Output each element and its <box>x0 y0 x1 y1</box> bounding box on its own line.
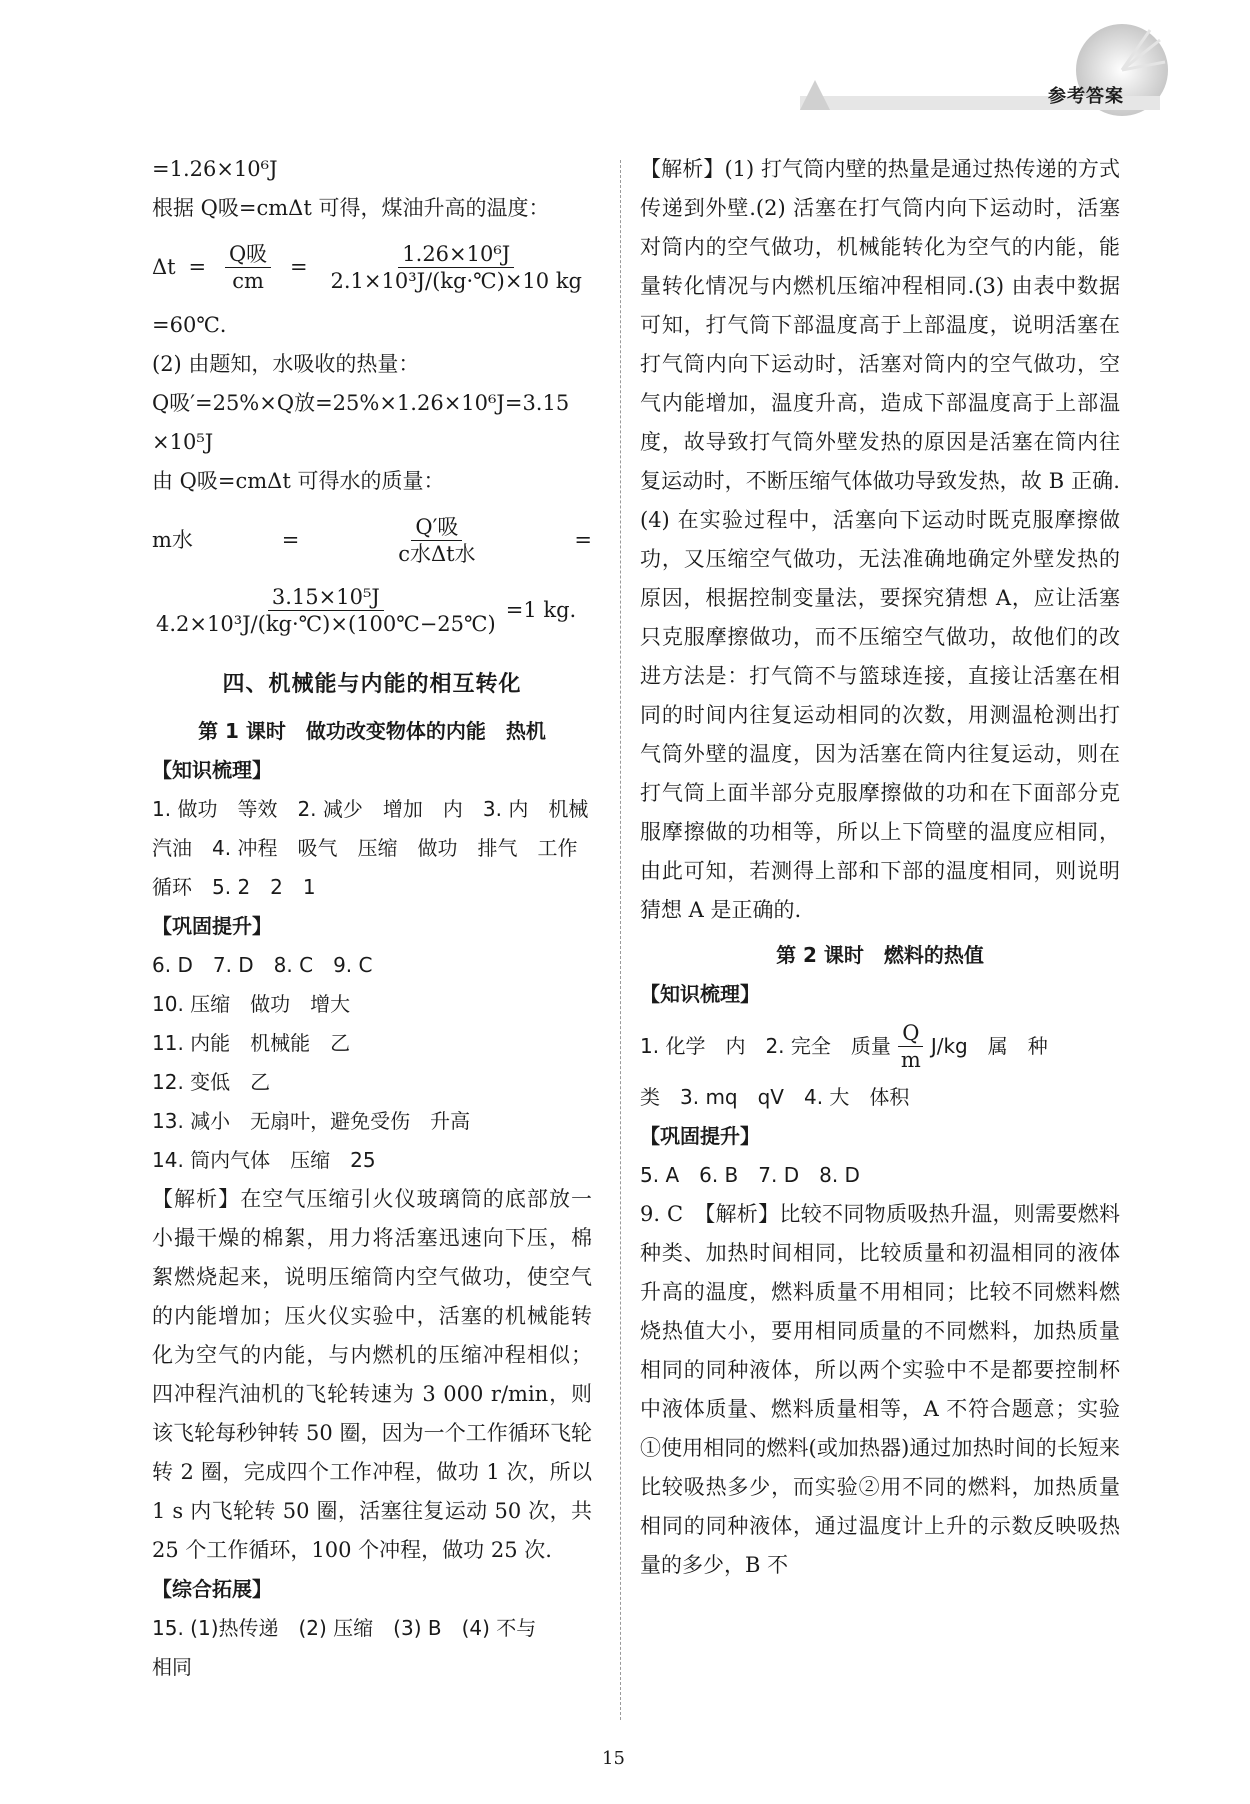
column-divider <box>620 160 621 1720</box>
text-line: =60℃. <box>152 313 227 337</box>
formula-mass <box>152 501 592 579</box>
denominator: 4.2×10³J/(kg·℃)×(100℃−25℃) <box>156 611 496 636</box>
denominator: c水Δt水 <box>398 541 476 566</box>
answer-line: 10. 压缩 做功 增大 <box>152 992 351 1016</box>
numerator: 1.26×10⁶J <box>398 241 514 268</box>
text-line: 根据 Q吸=cmΔt 可得，煤油升高的温度： <box>152 196 550 220</box>
answer-line: 15. (1)热传递 (2) 压缩 (3) B (4) 不与 <box>152 1616 537 1640</box>
text-line: 由 Q吸=cmΔt 可得水的质量： <box>152 469 445 493</box>
answer-line: 汽油 4. 冲程 吸气 压缩 做功 排气 工作 <box>152 836 578 860</box>
fraction <box>326 241 586 294</box>
answer-text: 1. 化学 内 2. 完全 质量 <box>640 1033 891 1058</box>
answer-line: 11. 内能 机械能 乙 <box>152 1031 351 1055</box>
answer-line: 5. A 6. B 7. D 8. D <box>640 1163 860 1187</box>
answer-line: 循环 5. 2 2 1 <box>152 875 316 899</box>
denominator: cm <box>232 268 264 293</box>
answer-line: 6. D 7. D 8. C 9. C <box>152 953 373 977</box>
section-label: 【巩固提升】 <box>152 914 272 938</box>
pen-nib-icon <box>800 80 830 110</box>
formula-lhs: Δt <box>152 254 176 279</box>
fraction <box>897 1020 925 1073</box>
denominator: m <box>900 1047 921 1072</box>
explanation: 9. C 【解析】比较不同物质吸热升温，则需要燃料种类、加热时间相同，比较质量和初温相同的液体升高的温度，燃料质量不用相同；比较不同燃料燃烧热值大小，要用相同质量的不同燃料，加热质量相同的同种液体，所以两个实验中不是都要控制杯中液体质量、燃料质量相等，A 不符合题意；实验①使用相同的燃料(或加热器)通过加热时间的长短来比较吸热多少，而实验②用不同的燃料，加热质量相同的同种液体，通过温度计上升的示数反映吸热量的多少，B 不 <box>640 1202 1120 1577</box>
text-line: =1.26×10⁶J <box>152 157 278 181</box>
section-label: 【知识梳理】 <box>152 758 272 782</box>
answer-line: 12. 变低 乙 <box>152 1070 271 1094</box>
answer-line: 14. 筒内气体 压缩 25 <box>152 1148 376 1172</box>
numerator: Q′吸 <box>411 514 462 541</box>
section-title: 四、机械能与内能的相互转化 <box>222 672 522 697</box>
section-label: 【巩固提升】 <box>640 1124 760 1148</box>
answer-line-fraction <box>640 1014 1120 1078</box>
formula-delta-t <box>152 228 592 306</box>
formula-result-value: =1 kg. <box>505 597 577 622</box>
answer-line: 相同 <box>152 1655 192 1679</box>
lesson-title: 第 1 课时 做功改变物体的内能 热机 <box>198 719 546 743</box>
formula-result <box>152 579 592 641</box>
right-column <box>640 150 1120 1585</box>
left-column <box>152 150 592 1687</box>
explanation: 【解析】(1) 打气筒内壁的热量是通过热传递的方式传递到外壁.(2) 活塞在打气筒内向下运动时，活塞对筒内的空气做功，机械能转化为空气的内能，能量转化情况与内燃机压缩冲程相同.(3) 由表中数据可知，打气筒下部温度高于上部温度，说明活塞在打气筒内向下运动时，活塞对筒内的空气做功，空气内能增加，温度升高，造成下部温度高于上部温度，故导致打气筒外壁发热的原因是活塞在筒内往复运动时，不断压缩气体做功导致发热，故 B 正确.(4) 在实验过程中，活塞向下运动时既克服摩擦做功，又压缩空气做功，无法准确地确定外壁发热的原因，根据控制变量法，要探究猜想 A，应让活塞只克服摩擦做功，而不压缩空气做功，故他们的改进方法是：打气筒不与篮球连接，直接让活塞在相同的时间内往复运动相同的次数，用测温枪测出打气筒外壁的温度，因为活塞在筒内往复运动，则在打气筒上面半部分克服摩擦做的功和在下面部分克服摩擦做的功相等，所以上下筒壁的温度应相同，由此可知，若测得上部和下部的温度相同，则说明猜想 A 是正确的. <box>640 157 1120 922</box>
page-number: 15 <box>602 1748 625 1769</box>
denominator: 2.1×10³J/(kg·℃)×10 kg <box>330 268 582 293</box>
formula-eq: = <box>281 527 300 552</box>
section-label: 【知识梳理】 <box>640 982 760 1006</box>
text-line: (2) 由题知，水吸收的热量： <box>152 352 420 376</box>
answer-line: 类 3. mq qV 4. 大 体积 <box>640 1085 910 1109</box>
numerator: Q <box>898 1020 923 1047</box>
formula-eq: = <box>290 254 308 279</box>
section-label: 【综合拓展】 <box>152 1577 272 1601</box>
header-decoration <box>0 0 1250 130</box>
numerator: 3.15×10⁵J <box>268 584 384 611</box>
answer-text: J/kg 属 种 <box>930 1033 1048 1058</box>
text-line: ×10⁵J <box>152 430 214 454</box>
formula-eq: = <box>188 254 207 279</box>
answer-line: 1. 做功 等效 2. 减少 增加 内 3. 内 机械 <box>152 797 589 821</box>
text-line: Q吸′=25%×Q放=25%×1.26×10⁶J=3.15 <box>152 391 570 415</box>
formula-eq: = <box>574 527 592 552</box>
header-title: 参考答案 <box>1048 86 1124 107</box>
page-header <box>0 0 1250 130</box>
fraction <box>152 584 500 637</box>
fraction <box>225 241 271 294</box>
numerator: Q吸 <box>225 241 271 268</box>
answer-line: 13. 减小 无扇叶，避免受伤 升高 <box>152 1109 471 1133</box>
explanation: 【解析】在空气压缩引火仪玻璃筒的底部放一小撮干燥的棉絮，用力将活塞迅速向下压，棉絮燃烧起来，说明压缩筒内空气做功，使空气的内能增加；压火仪实验中，活塞的机械能转化为空气的内能，与内燃机的压缩冲程相似；四冲程汽油机的飞轮转速为 3 000 r/min，则该飞轮每秒钟转 50 圈，因为一个工作循环飞轮转 2 圈，完成四个工作冲程，做功 1 次，所以 1 s 内飞轮转 50 圈，活塞往复运动 50 次，共 25 个工作循环，100 个冲程，做功 25 次. <box>152 1187 592 1562</box>
fraction <box>394 514 479 567</box>
lesson-title: 第 2 课时 燃料的热值 <box>776 943 984 967</box>
formula-lhs: m水 <box>152 527 193 552</box>
